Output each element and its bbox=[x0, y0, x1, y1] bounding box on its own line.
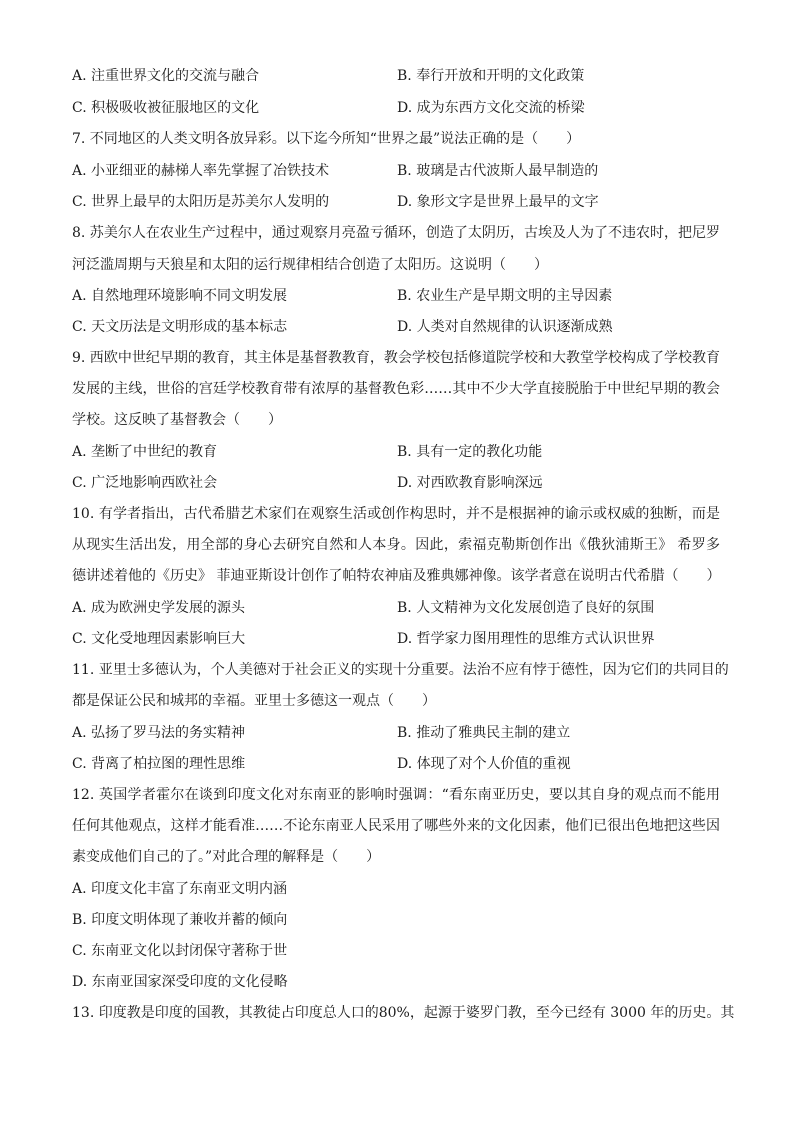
q11-stem-line: 11. 亚里士多德认为，个人美德对于社会正义的实现十分重要。法治不应有悖于德性，因为它们的共同目的 bbox=[72, 662, 729, 678]
q9-stem-line: 9. 西欧中世纪早期的教育，其主体是基督教教育，教会学校包括修道院学校和大教堂学校构成了学校教育 bbox=[72, 350, 720, 366]
q13-stem-line: 13. 印度教是印度的国教，其教徒占印度总人口的80%，起源于婆罗门教，至今已经有 3000 年的历史。其 bbox=[72, 1005, 735, 1021]
q12-stem-line: 12. 英国学者霍尔在谈到印度文化对东南亚的影响时强调：“看东南亚历史，要以其自身的观点而不能用 bbox=[72, 787, 720, 803]
q8-option-c: C. 天文历法是文明形成的基本标志 bbox=[72, 319, 288, 335]
q7-stem-line: 7. 不同地区的人类文明各放异彩。以下迄今所知“世界之最”说法正确的是（ ） bbox=[72, 131, 581, 147]
q9-option-c: C. 广泛地影响西欧社会 bbox=[72, 475, 218, 491]
q10-stem-line: 德讲述着他的《历史》 菲迪亚斯设计创作了帕特农神庙及雅典娜神像。该学者意在说明古代希腊（ ） bbox=[72, 568, 721, 584]
q12-option-b: B. 印度文明体现了兼收并蓄的倾向 bbox=[72, 912, 288, 928]
q9-option-a: A. 垄断了中世纪的教育 bbox=[72, 444, 218, 460]
q8-option-b: B. 农业生产是早期文明的主导因素 bbox=[397, 288, 613, 304]
q12-stem-line: 任何其他观点，这样才能看准……不论东南亚人民采用了哪些外来的文化因素，他们已很出色地把这些因 bbox=[72, 818, 720, 834]
q8-option-d: D. 人类对自然规律的认识逐渐成熟 bbox=[397, 319, 613, 335]
q8-option-a: A. 自然地理环境影响不同文明发展 bbox=[72, 288, 288, 304]
q12-stem-line: 素变成他们自己的了。”对此合理的解释是（ ） bbox=[72, 849, 381, 865]
q10-stem-line: 从现实生活出发，用全部的身心去研究自然和人本身。因此，索福克勒斯创作出《俄狄浦斯王》 希罗多 bbox=[72, 537, 720, 553]
q9-option-b: B. 具有一定的教化功能 bbox=[397, 444, 543, 460]
q7-option-c: C. 世界上最早的太阳历是苏美尔人发明的 bbox=[72, 194, 330, 210]
q6-option-c: C. 积极吸收被征服地区的文化 bbox=[72, 100, 260, 116]
q11-option-d: D. 体现了对个人价值的重视 bbox=[397, 756, 571, 772]
q6-option-b: B. 奉行开放和开明的文化政策 bbox=[397, 68, 585, 84]
q6-option-d: D. 成为东西方文化交流的桥梁 bbox=[397, 100, 585, 116]
q12-option-d: D. 东南亚国家深受印度的文化侵略 bbox=[72, 974, 288, 990]
q10-option-d: D. 哲学家力图用理性的思维方式认识世界 bbox=[397, 631, 655, 647]
q10-stem-line: 10. 有学者指出，古代希腊艺术家们在观察生活或创作构思时，并不是根据神的谕示或权威的独断，而是 bbox=[72, 506, 720, 522]
q10-option-a: A. 成为欧洲史学发展的源头 bbox=[72, 600, 246, 616]
q7-option-d: D. 象形文字是世界上最早的文字 bbox=[397, 194, 599, 210]
q11-stem-line: 都是保证公民和城邦的幸福。亚里士多德这一观点（ ） bbox=[72, 693, 436, 709]
q9-stem-line: 发展的主线，世俗的宫廷学校教育带有浓厚的基督教色彩……其中不少大学直接脱胎于中世纪早期的教会 bbox=[72, 381, 720, 397]
q12-option-c: C. 东南亚文化以封闭保守著称于世 bbox=[72, 943, 288, 959]
q9-option-d: D. 对西欧教育影响深远 bbox=[397, 475, 543, 491]
q8-stem-line: 8. 苏美尔人在农业生产过程中，通过观察月亮盈亏循环，创造了太阴历，古埃及人为了不违农时，把尼罗 bbox=[72, 225, 720, 241]
q8-stem-line: 河泛滥周期与天狼星和太阳的运行规律相结合创造了太阳历。这说明（ ） bbox=[72, 257, 548, 273]
q7-option-b: B. 玻璃是古代波斯人最早制造的 bbox=[397, 163, 599, 179]
q7-option-a: A. 小亚细亚的赫梯人率先掌握了冶铁技术 bbox=[72, 163, 330, 179]
q10-option-b: B. 人文精神为文化发展创造了良好的氛围 bbox=[397, 600, 655, 616]
q6-option-a: A. 注重世界文化的交流与融合 bbox=[72, 68, 260, 84]
q9-stem-line: 学校。这反映了基督教会（ ） bbox=[72, 412, 282, 428]
q12-option-a: A. 印度文化丰富了东南亚文明内涵 bbox=[72, 881, 288, 897]
q11-option-c: C. 背离了柏拉图的理性思维 bbox=[72, 756, 246, 772]
q11-option-a: A. 弘扬了罗马法的务实精神 bbox=[72, 725, 246, 741]
q10-option-c: C. 文化受地理因素影响巨大 bbox=[72, 631, 246, 647]
q11-option-b: B. 推动了雅典民主制的建立 bbox=[397, 725, 571, 741]
